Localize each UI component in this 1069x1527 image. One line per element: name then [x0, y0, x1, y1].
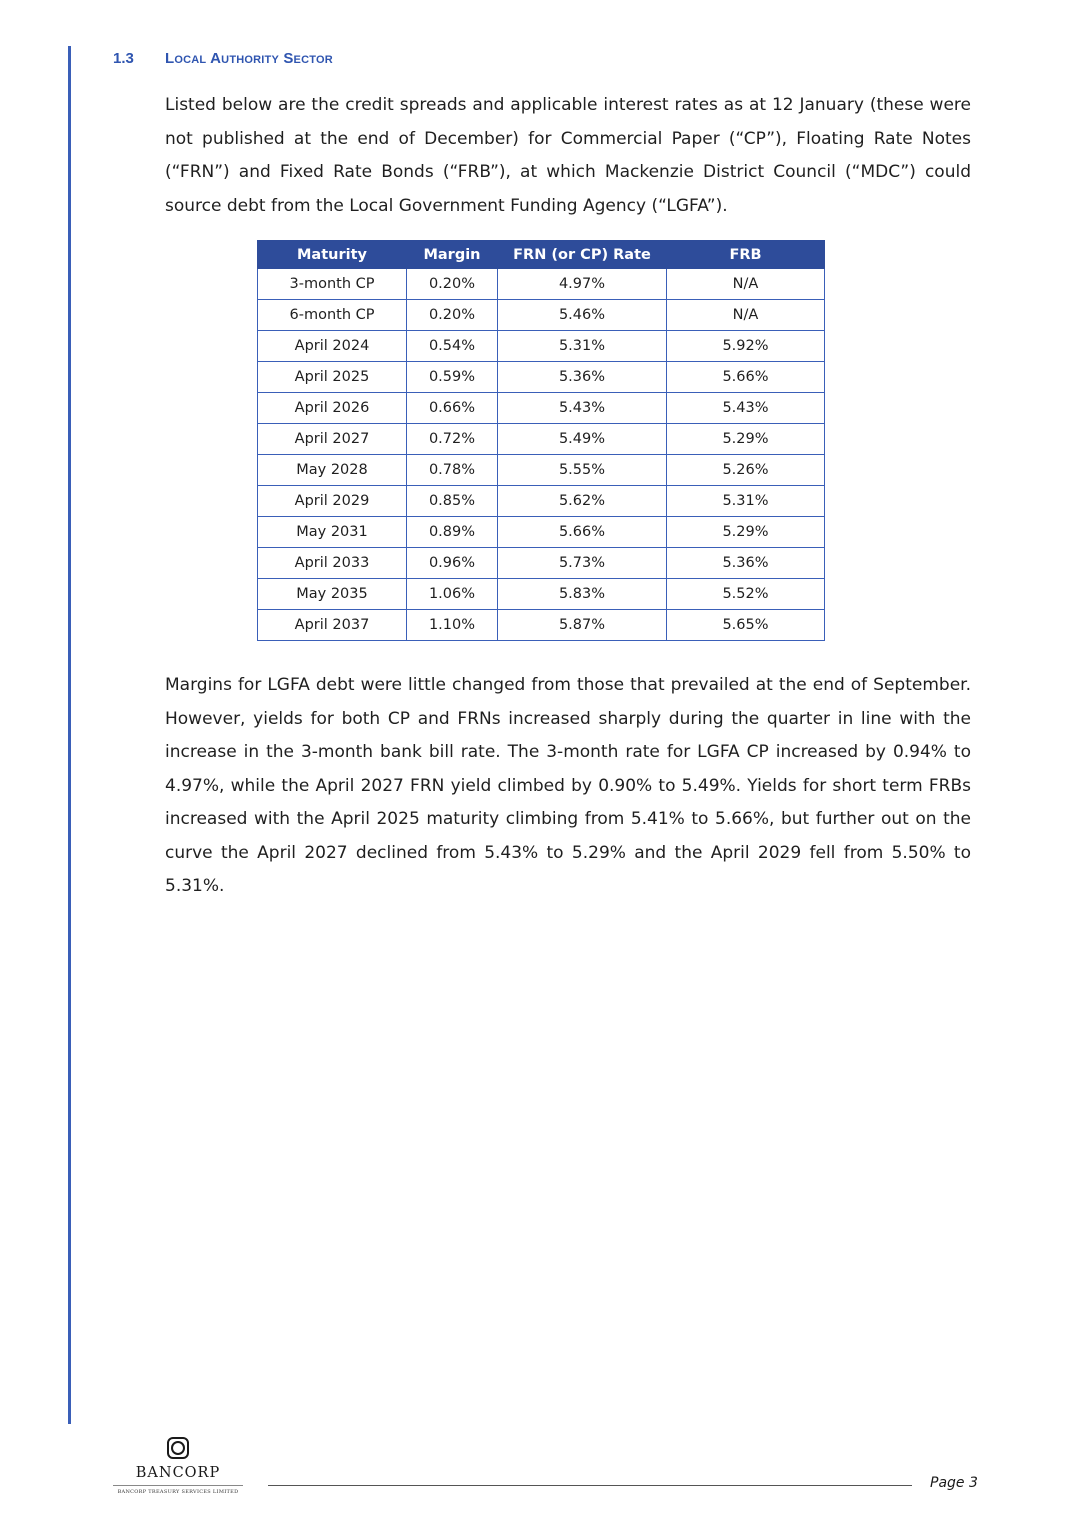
cell-maturity: 3-month CP [258, 269, 407, 300]
cell-frn-rate: 5.31% [498, 331, 667, 362]
cell-frn-rate: 5.66% [498, 517, 667, 548]
cell-frb: 5.66% [667, 362, 825, 393]
table-row [258, 486, 825, 517]
header-maturity: Maturity [258, 241, 407, 269]
cell-frb: 5.43% [667, 393, 825, 424]
cell-maturity: April 2027 [258, 424, 407, 455]
table-header-row [258, 241, 825, 269]
bancorp-logo [113, 1437, 243, 1495]
cell-margin: 0.72% [407, 424, 498, 455]
logo-name: BANCORP [135, 1465, 221, 1481]
cell-frn-rate: 5.36% [498, 362, 667, 393]
cell-maturity: April 2033 [258, 548, 407, 579]
cell-frn-rate: 5.43% [498, 393, 667, 424]
footer-divider [268, 1485, 912, 1486]
table-row [258, 610, 825, 641]
cell-frn-rate: 5.73% [498, 548, 667, 579]
cell-margin: 0.78% [407, 455, 498, 486]
header-frn-rate: FRN (or CP) Rate [498, 241, 667, 269]
intro-paragraph: Listed below are the credit spreads and applicable interest rates as at 12 January (these were not published at the end of December) for Commercial Paper (“CP”), Floating Rate Notes (“FRN”) and Fixed Rate Bonds (“FRB”), at which Mackenzie District Council (“MDC”) could source debt from the Local Government Funding Agency (“LGFA”). [165, 95, 971, 216]
table-row [258, 548, 825, 579]
cell-maturity: April 2026 [258, 393, 407, 424]
table-row [258, 424, 825, 455]
cell-frn-rate: 5.49% [498, 424, 667, 455]
cell-margin: 0.66% [407, 393, 498, 424]
cell-maturity: April 2037 [258, 610, 407, 641]
table-row [258, 393, 825, 424]
cell-maturity: May 2028 [258, 455, 407, 486]
table-row [258, 362, 825, 393]
cell-frb: N/A [667, 269, 825, 300]
table-row [258, 300, 825, 331]
cell-frb: 5.29% [667, 517, 825, 548]
header-frb: FRB [667, 241, 825, 269]
lgfa-rates-table [257, 240, 825, 641]
section-heading [113, 50, 333, 67]
cell-margin: 0.85% [407, 486, 498, 517]
table-row [258, 269, 825, 300]
cell-maturity: April 2025 [258, 362, 407, 393]
table-row [258, 331, 825, 362]
page-number: Page 3 [930, 1475, 978, 1491]
cell-maturity: May 2035 [258, 579, 407, 610]
cell-frn-rate: 5.46% [498, 300, 667, 331]
cell-frb: 5.65% [667, 610, 825, 641]
cell-maturity: May 2031 [258, 517, 407, 548]
section-number: 1.3 [113, 50, 134, 67]
cell-frn-rate: 5.62% [498, 486, 667, 517]
cell-frn-rate: 5.55% [498, 455, 667, 486]
cell-frb: 5.26% [667, 455, 825, 486]
logo-subtitle: BANCORP TREASURY SERVICES LIMITED [113, 1485, 243, 1495]
cell-margin: 0.20% [407, 300, 498, 331]
cell-maturity: 6-month CP [258, 300, 407, 331]
table-row [258, 455, 825, 486]
cell-maturity: April 2029 [258, 486, 407, 517]
cell-frn-rate: 5.87% [498, 610, 667, 641]
table-row [258, 517, 825, 548]
cell-frb: N/A [667, 300, 825, 331]
section-title: Local Authority Sector [165, 50, 333, 67]
cell-margin: 0.20% [407, 269, 498, 300]
cell-frn-rate: 5.83% [498, 579, 667, 610]
cell-frn-rate: 4.97% [498, 269, 667, 300]
bancorp-logo-icon [167, 1437, 189, 1459]
cell-margin: 1.06% [407, 579, 498, 610]
cell-margin: 0.96% [407, 548, 498, 579]
header-margin: Margin [407, 241, 498, 269]
cell-maturity: April 2024 [258, 331, 407, 362]
cell-margin: 0.54% [407, 331, 498, 362]
cell-margin: 1.10% [407, 610, 498, 641]
cell-margin: 0.89% [407, 517, 498, 548]
left-margin-rule [68, 46, 71, 1424]
cell-frb: 5.31% [667, 486, 825, 517]
body-paragraph: Margins for LGFA debt were little changed from those that prevailed at the end of September. However, yields for both CP and FRNs increased sharply during the quarter in line with the increase in the 3-month bank bill rate. The 3-month rate for LGFA CP increased by 0.94% to 4.97%, while the April 2027 FRN yield climbed by 0.90% to 5.49%. Yields for short term FRBs increased with the April 2025 maturity climbing from 5.41% to 5.66%, but further out on the curve the April 2027 declined from 5.43% to 5.29% and the April 2029 fell from 5.50% to 5.31%. [165, 675, 971, 896]
cell-frb: 5.36% [667, 548, 825, 579]
cell-margin: 0.59% [407, 362, 498, 393]
cell-frb: 5.29% [667, 424, 825, 455]
cell-frb: 5.52% [667, 579, 825, 610]
table-row [258, 579, 825, 610]
cell-frb: 5.92% [667, 331, 825, 362]
table-body [258, 269, 825, 641]
